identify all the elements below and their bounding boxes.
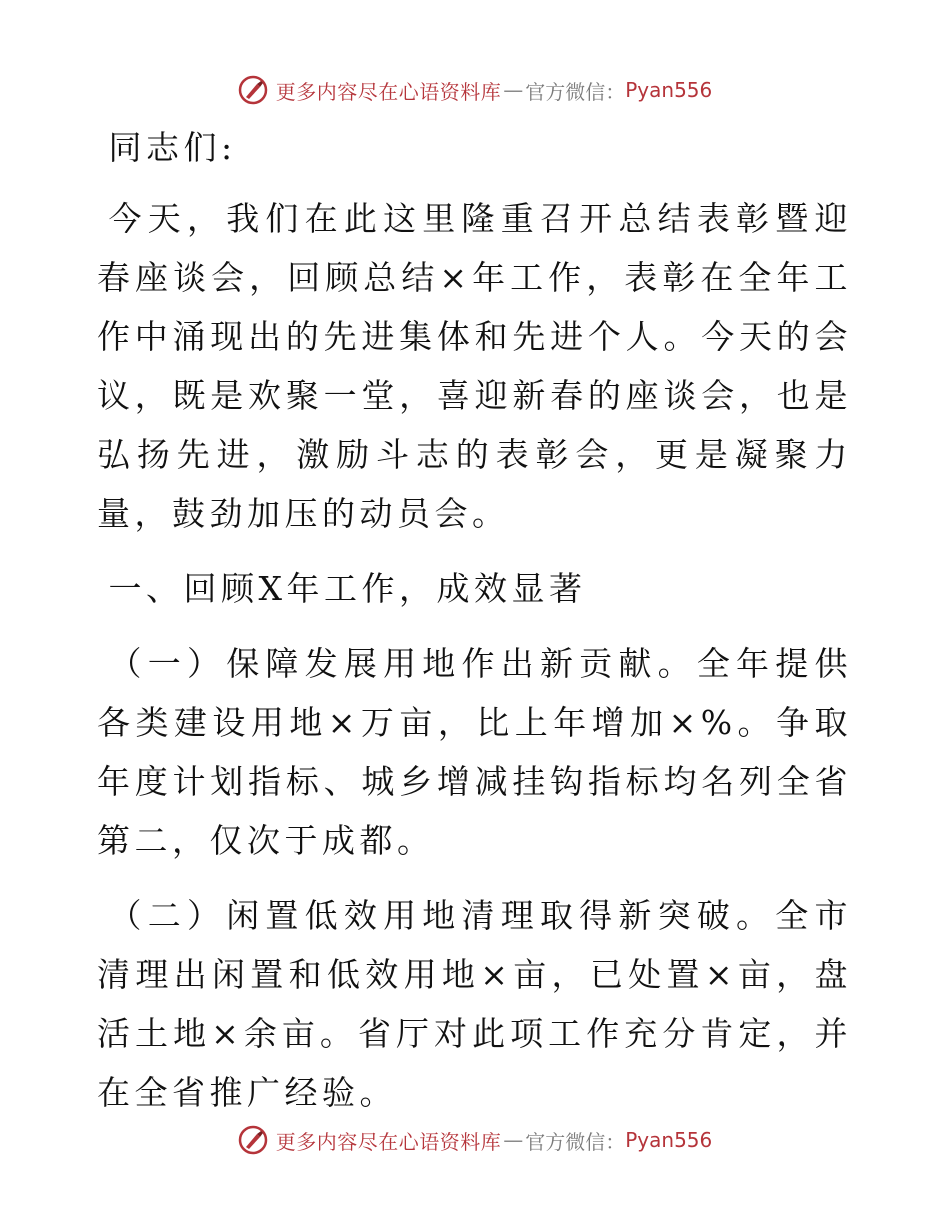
banner-separator: — xyxy=(503,1128,524,1152)
paragraph-intro: 今天，我们在此这里隆重召开总结表彰暨迎春座谈会，回顾总结×年工作，表彰在全年工作中涌现出的先进集体和先进个人。今天的会议，既是欢聚一堂，喜迎新春的座谈会，也是弘扬先进，激励斗志的表彰会，更是凝聚力量，鼓劲加压的动员会。 xyxy=(97,199,852,533)
section-heading: 一、回顾X年工作，成效显著 xyxy=(108,569,587,608)
document-body xyxy=(97,118,852,1138)
paragraph-item-2: （二）闲置低效用地清理取得新突破。全市清理出闲置和低效用地×亩，已处置×亩，盘活土地×余亩。省厅对此项工作充分肯定，并在全省推广经验。 xyxy=(97,896,852,1112)
banner-wechat-id: Pyan556 xyxy=(625,78,713,102)
pen-nib-seal-icon xyxy=(238,1125,268,1155)
footer-banner xyxy=(0,1120,950,1160)
paragraph-item-1: （一）保障发展用地作出新贡献。全年提供各类建设用地×万亩，比上年增加×%。争取年度计划指标、城乡增减挂钩指标均名列全省第二，仅次于成都。 xyxy=(97,644,852,860)
banner-wechat-id: Pyan556 xyxy=(625,1128,713,1152)
banner-wechat-label: 官方微信： xyxy=(525,1129,626,1154)
salutation: 同志们: xyxy=(108,128,237,167)
banner-separator: — xyxy=(503,78,524,102)
banner-wechat-label: 官方微信： xyxy=(525,79,626,104)
banner-brand-text: 更多内容尽在心语资料库 xyxy=(275,1129,502,1154)
header-banner xyxy=(0,70,950,110)
banner-brand-text: 更多内容尽在心语资料库 xyxy=(275,79,502,104)
pen-nib-seal-icon xyxy=(238,75,268,105)
